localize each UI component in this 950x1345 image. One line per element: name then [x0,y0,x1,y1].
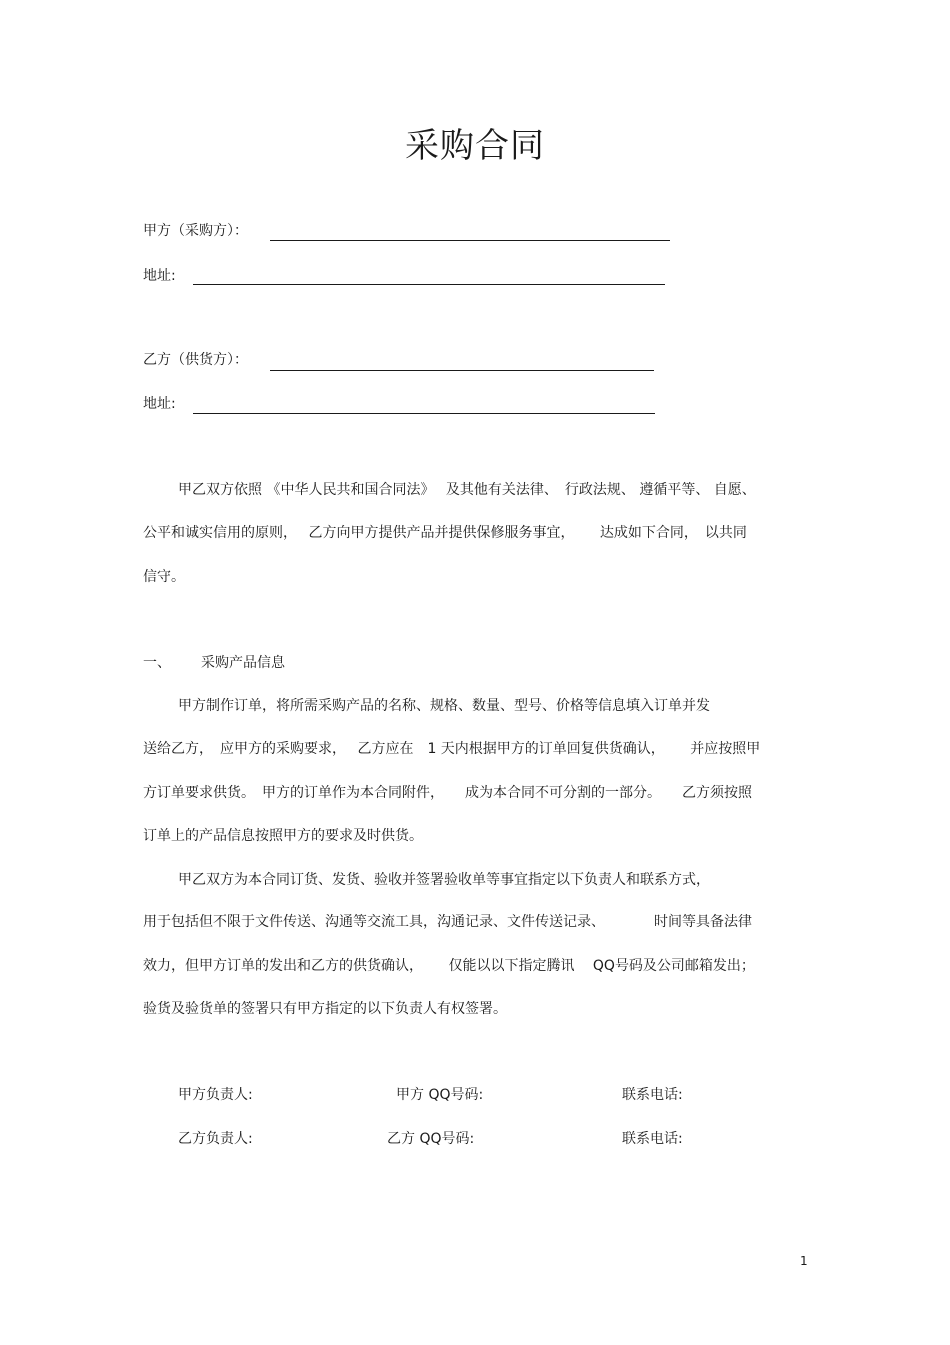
page-number: 1 [800,1254,808,1268]
document-title: 采购合同 [405,126,545,166]
party-a-address-label: 地址: [143,268,176,284]
party-a-fill-line [270,240,670,241]
section-paragraph-line: 订单上的产品信息按照甲方的要求及时供货。 [143,828,423,844]
section-paragraph-line: 方订单要求供货。 甲方的订单作为本合同附件， 成为本合同不可分割的一部分。 乙方须按照 [143,785,752,801]
section-paragraph-line: 用于包括但不限于文件传送、沟通等交流工具，沟通记录、文件传送记录、 时间等具备法律 [143,914,752,930]
party-a-label: 甲方（采购方）： [143,223,248,239]
party-b-address-fill-line [193,413,655,414]
party-b-label: 乙方（供货方）： [143,352,248,368]
section-paragraph-line: 送给乙方， 应甲方的采购要求， 乙方应在 1 天内根据甲方的订单回复供货确认， 并应按照甲 [143,741,761,757]
party-b-phone-label: 联系电话: [622,1131,683,1147]
party-a-qq-label: 甲方 QQ号码: [396,1087,484,1103]
intro-line: 公平和诚实信用的原则， 乙方向甲方提供产品并提供保修服务事宜， 达成如下合同， 以共同 [143,525,747,541]
intro-line: 信守。 [143,569,185,585]
section-paragraph-line: 效力，但甲方订单的发出和乙方的供货确认， 仅能以以下指定腾讯 QQ号码及公司邮箱发出； [143,958,755,974]
party-b-address-label: 地址: [143,396,176,412]
party-b-fill-line [270,370,654,371]
party-b-person-label: 乙方负责人: [178,1131,253,1147]
intro-line: 甲乙双方依照 《中华人民共和国合同法》 及其他有关法律、 行政法规、 遵循平等、 自愿、 [178,482,756,498]
party-a-phone-label: 联系电话: [622,1087,683,1103]
section-heading: 采购产品信息 [201,655,285,671]
party-a-address-fill-line [193,284,665,285]
section-paragraph-line: 验货及验货单的签署只有甲方指定的以下负责人有权签署。 [143,1001,507,1017]
party-b-qq-label: 乙方 QQ号码: [387,1131,475,1147]
party-a-person-label: 甲方负责人: [178,1087,253,1103]
section-paragraph-line: 甲方制作订单，将所需采购产品的名称、规格、数量、型号、价格等信息填入订单并发 [178,698,710,714]
section-paragraph-line: 甲乙双方为本合同订货、发货、验收并签署验收单等事宜指定以下负责人和联系方式， [178,872,710,888]
section-number: 一、 [143,655,171,671]
